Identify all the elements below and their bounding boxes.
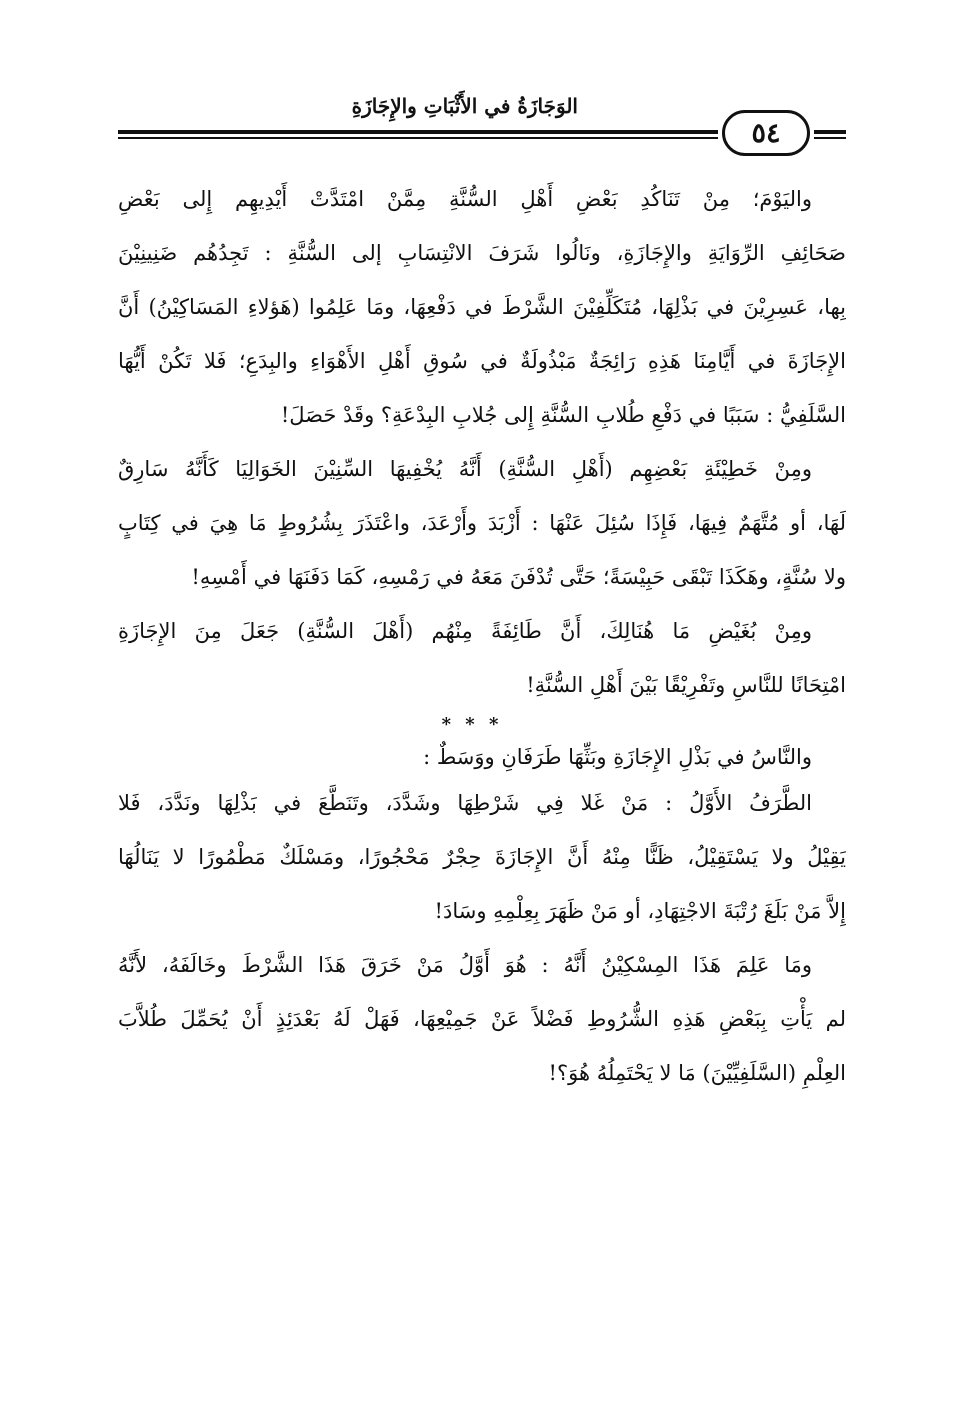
body-text	[118, 172, 846, 1100]
text-line: ومَا عَلِمَ هَذَا المِسْكِيْنُ أَنَّهُ : هُوَ أَوَّلُ مَنْ خَرَقَ هَذَا الشَّرْطَ وخَالَفَهُ، لأَنَّهُ	[118, 953, 812, 977]
page-header	[118, 82, 846, 172]
page-number: ٥٤	[722, 110, 810, 156]
text-line: صَحَائِفِ الرِّوَايَةِ والإِجَازَةِ، ونَالُوا شَرَفَ الانْتِسَابِ إلى السُّنَّةِ : تَجِدُهُم ضَنِينِيْنَ	[118, 241, 846, 265]
text-line: العِلْمِ (السَّلَفِيِّيْنَ) مَا لا يَحْتَمِلُهُ هُوَ؟!	[548, 1061, 846, 1085]
text-line: لَهَا، أو مُتَّهَمٌ فِيهَا، فَإِذَا سُئِلَ عَنْهَا : أَزْبَدَ وأَرْعَدَ، واعْتَذَرَ بِشُرُوطٍ مَا هِيَ في كِتَابٍ	[118, 511, 846, 535]
text-line: يَقِيْلُ ولا يَسْتَقِيْلُ، ظَنًّا مِنْهُ أَنَّ الإِجَازَةَ حِجْرٌ مَحْجُورًا، ومَسْلَكٌ مَطْمُورًا لا يَنَالُهَا	[118, 845, 846, 869]
text-line: ومِنْ بُغَيْضِ مَا هُنَالِكَ، أَنَّ طَائِفَةً مِنْهُم (أَهْلَ السُّنَّةِ) جَعَلَ مِنَ الإِجَازَةِ	[118, 619, 812, 643]
header-rule-thin	[118, 137, 718, 139]
running-title: الوَجَازَةُ في الأَثْبَاتِ والإِجَازَةِ	[351, 94, 578, 118]
text-line: السَّلَفِيُّ : سَبَبًا في دَفْعِ طُلابِ السُّنَّةِ إِلى جُلابِ البِدْعَةِ؟ وقَدْ حَصَلَ!	[280, 403, 846, 427]
text-line: إِلاَّ مَنْ بَلَغَ رُتْبَةَ الاجْتِهَادِ، أو مَنْ ظَهَرَ بِعِلْمِهِ وسَادَ!	[434, 899, 846, 923]
section-separator: * * *	[441, 714, 503, 735]
header-rule-thick	[118, 130, 718, 134]
text-line: ولا سُنَّةٍ، وهَكَذَا تَبْقَى حَبِيْسَةً؛ حَتَّى تُدْفَنَ مَعَهُ في رَمْسِهِ، كَمَا دَفَنَهَا في أَمْسِهِ!	[191, 565, 846, 589]
text-line: لم يَأْتِ بِبَعْضِ هَذِهِ الشُّرُوطِ فَضْلاً عَنْ جَمِيْعِهَا، فَهَلْ لَهُ بَعْدَئِذٍ أَنْ يُحَمِّلَ طُلاَّبَ	[118, 1007, 846, 1031]
text-line: الطَّرَفُ الأَوَّلُ : مَنْ غَلا فِي شَرْطِهَا وشَدَّدَ، وتَنَطَّعَ في بَذْلِهَا ونَدَّدَ، فَلا	[118, 791, 812, 815]
header-rule-right	[814, 130, 846, 134]
text-line: امْتِحَانًا للنَّاسِ وتَفْرِيْقًا بَيْنَ أَهْلِ السُّنَّةِ!	[526, 673, 846, 697]
header-rule-right-thin	[814, 137, 846, 139]
text-line: واليَوْمَ؛ مِنْ تَنَاكُدِ بَعْضِ أَهْلِ السُّنَّةِ مِمَّنْ امْتَدَّتْ أَيْدِيهِم إِلى بَعْضِ	[118, 187, 812, 211]
text-line: ومِنْ خَطِيْئَةِ بَعْضِهِم (أَهْلِ السُّنَّةِ) أَنَّهُ يُخْفِيهَا السِّنِيْنَ الخَوَالِيَا كَأَنَّهُ سَارِقٌ	[118, 457, 812, 481]
text-line: الإِجَازَةَ في أَيَّامِنَا هَذِهِ رَائِجَةٌ مَبْذُولَةٌ في سُوقِ أَهْلِ الأَهْوَاءِ والبِدَعِ؛ فَلا تَكُنْ أَيُّهَا	[118, 349, 846, 373]
text-line: بِها، عَسِرِيْنَ في بَذْلِهَا، مُتَكَلِّفِيْنَ الشَّرْطَ في دَفْعِهَا، ومَا عَلِمُوا (هَؤلاءِ المَسَاكِيْنُ) أَنَّ	[118, 295, 846, 319]
text-line: والنَّاسُ في بَذْلِ الإِجَازَةِ وبَثِّهَا طَرَفَانِ ووَسَطٌ :	[423, 745, 812, 769]
